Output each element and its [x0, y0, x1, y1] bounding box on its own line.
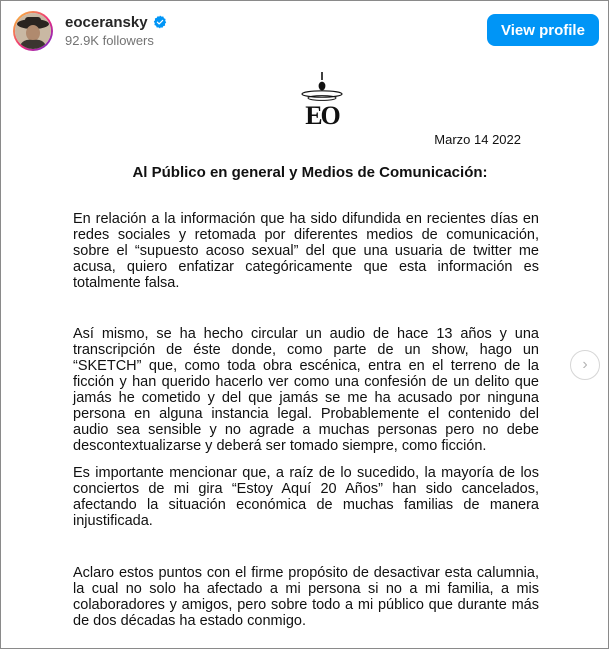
next-slide-button[interactable]	[570, 350, 600, 380]
post-image	[1, 59, 608, 649]
paragraph-3: Es importante mencionar que, a raíz de lo sucedido, la mayoría de los conciertos de mi gira “Estoy Aquí 20 Años” han sido cancelados, afectando la situación económica de muchas familias de manera injustificada.	[73, 465, 539, 529]
paragraph-1: En relación a la información que ha sido difundida en recientes días en redes sociales y retomada por diferentes medios de comunicación, sobre el “supuesto acoso sexual” del que una usuaria de twitter me acusa, quiero enfatizar categóricamente que esta información es totalmente falsa.	[73, 211, 539, 291]
username-row	[65, 13, 167, 31]
verified-badge-icon	[153, 15, 167, 29]
paragraph-4: Aclaro estos puntos con el firme propósito de desactivar esta calumnia, la cual no solo ha afectado a mi persona si no a mi familia, a mis colaboradores y amigos, pero sobre todo a mi público que durante más de dos décadas ha estado conmigo.	[73, 565, 539, 629]
svg-text:EO: EO	[305, 101, 339, 129]
embed-header	[1, 1, 608, 59]
avatar[interactable]	[13, 11, 53, 51]
chevron-right-icon: ›	[582, 356, 588, 373]
username[interactable]: eoceransky	[65, 13, 148, 31]
avatar-image	[15, 13, 51, 49]
paragraph-2: Así mismo, se ha hecho circular un audio de hace 13 años y una transcripción de éste donde, como parte de un show, hago un “SKETCH” que, como toda obra escénica, entra en el terreno de la ficción y han querido hacerlo ver como una confesión de un delito que jamás he cometido y del que jamás se me ha acusado por ninguna persona en alguna instancia legal. Probablemente el contenido del audio sea sensible y no agrade a muchas personas pero no debe descontextualizarse y deberá ser tomado siempre, como ficción.	[73, 326, 539, 454]
letter-heading: Al Público en general y Medios de Comunicación:	[132, 164, 488, 181]
eo-logo-icon	[292, 69, 352, 129]
letter-date: Marzo 14 2022	[434, 132, 521, 147]
view-profile-button[interactable]: View profile	[487, 14, 599, 46]
follower-count: 92.9K followers	[65, 33, 154, 48]
